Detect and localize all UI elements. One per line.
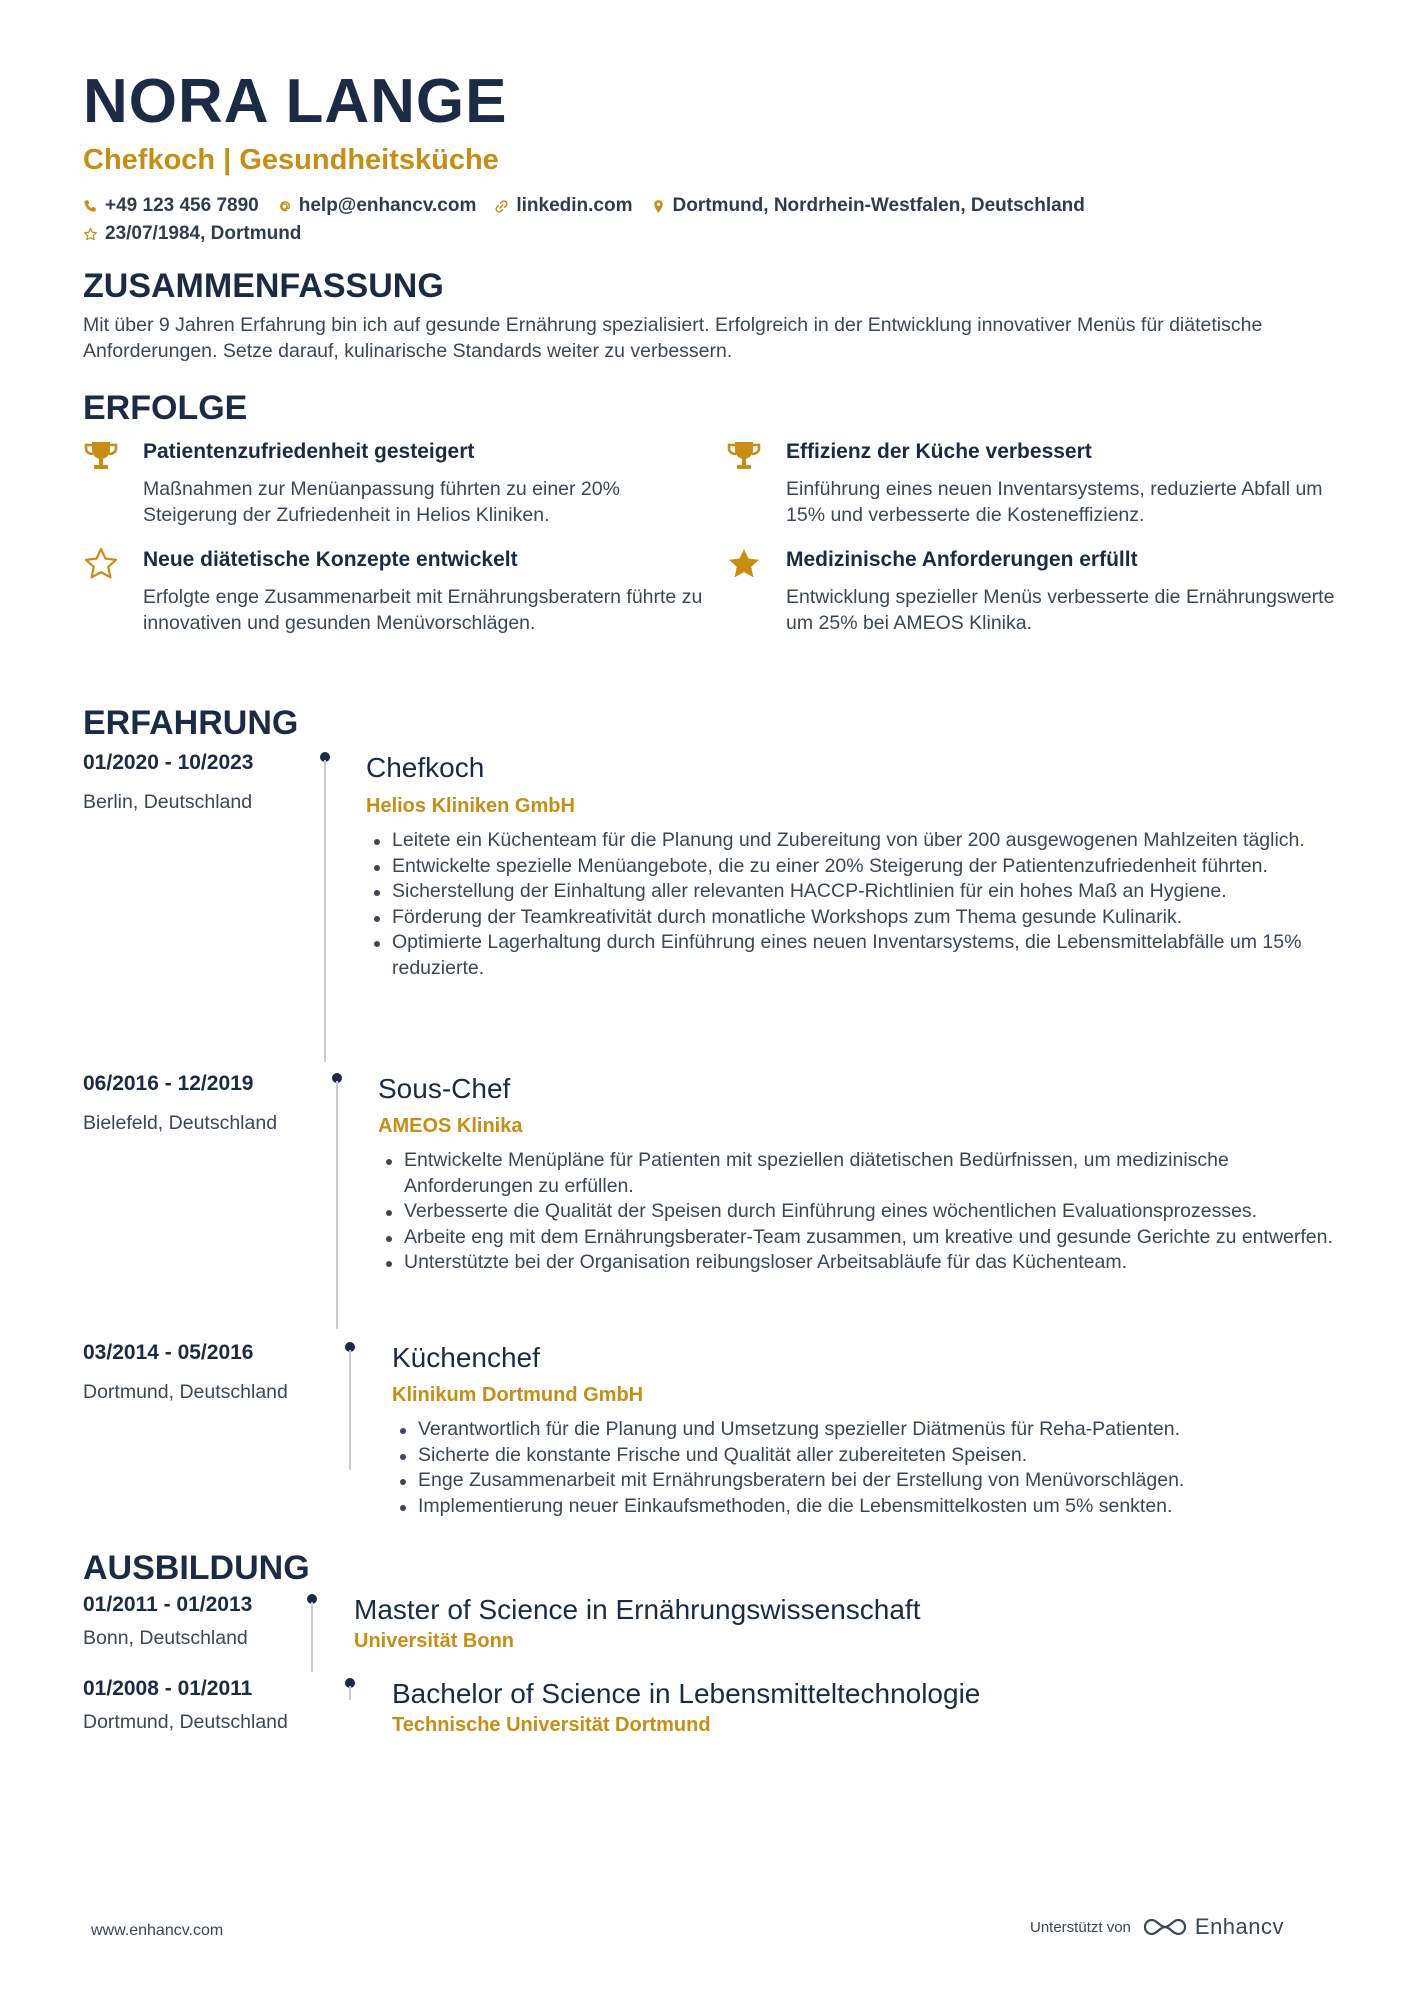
- contact-birth: [83, 220, 301, 248]
- entry-date: 01/2011 - 01/2013: [83, 1593, 253, 1616]
- entry-bullets: [378, 1148, 1338, 1276]
- timeline-line: [311, 1602, 313, 1672]
- entry-company: Klinikum Dortmund GmbH: [392, 1384, 644, 1406]
- achievement-title: Neue diätetische Konzepte entwickelt: [143, 548, 518, 571]
- bullet-item: Sicherstellung der Einhaltung aller relevanten HACCP-Richtlinien für ein hohes Maß an Hygiene.: [366, 879, 1316, 905]
- summary-heading: ZUSAMMENFASSUNG: [83, 267, 444, 305]
- entry-location: Dortmund, Deutschland: [83, 1381, 288, 1403]
- powered-by-text: Unterstützt von: [1030, 1918, 1131, 1936]
- entry-location: Dortmund, Deutschland: [83, 1711, 288, 1733]
- entry-degree: Master of Science in Ernährungswissenschaft: [354, 1594, 921, 1625]
- entry-company: Helios Kliniken GmbH: [366, 795, 575, 817]
- bullet-item: Verantwortlich für die Planung und Umsetzung spezieller Diätmenüs für Reha-Patienten.: [392, 1417, 1332, 1443]
- star-filled-icon: [726, 546, 762, 582]
- entry-school: Technische Universität Dortmund: [392, 1714, 711, 1736]
- contact-linkedin[interactable]: [494, 192, 632, 220]
- star-icon: [83, 227, 98, 242]
- phone-icon: [83, 199, 98, 214]
- summary-section: [83, 266, 1333, 364]
- candidate-name: NORA LANGE: [83, 67, 508, 136]
- entry-degree: Bachelor of Science in Lebensmitteltechnologie: [392, 1678, 981, 1709]
- bullet-item: Optimierte Lagerhaltung durch Einführung eines neuen Inventarsystems, die Lebensmittelabfälle um 15% reduzierte.: [366, 930, 1316, 981]
- bullet-item: Sicherte die konstante Frische und Qualität aller zubereiteten Speisen.: [392, 1443, 1332, 1469]
- bullet-item: Entwickelte Menüpläne für Patienten mit speziellen diätetischen Bedürfnissen, um medizinische Anforderungen zu erfüllen.: [378, 1148, 1338, 1199]
- footer-branding: [1030, 1914, 1284, 1940]
- bullet-item: Unterstützte bei der Organisation reibungsloser Arbeitsabläufe für das Küchenteam.: [378, 1250, 1338, 1276]
- star-outline-icon: [83, 546, 119, 582]
- summary-text: Mit über 9 Jahren Erfahrung bin ich auf gesunde Ernährung spezialisiert. Erfolgreich in der Entwicklung innovativer Menüs für diätetische Anforderungen. Setze darauf, kulinarische Standards weiter zu verbessern.: [83, 314, 1263, 362]
- contact-email[interactable]: [277, 192, 477, 220]
- resume-page: [83, 66, 1333, 678]
- candidate-title: Chefkoch | Gesundheitsküche: [83, 144, 499, 176]
- contact-phone: [83, 192, 259, 220]
- achievement-desc: Maßnahmen zur Menüanpassung führten zu einer 20% Steigerung der Zufriedenheit in Helios Kliniken.: [143, 478, 620, 526]
- achievement-desc: Erfolgte enge Zusammenarbeit mit Ernährungsberatern führte zu innovativen und gesunden Menüvorschlägen.: [143, 586, 703, 634]
- contact-info: [83, 192, 1333, 248]
- entry-bullets: [392, 1417, 1332, 1519]
- entry-role: Chefkoch: [366, 752, 485, 783]
- experience-heading: ERFAHRUNG: [83, 704, 299, 742]
- at-icon: [277, 199, 292, 214]
- bullet-item: Implementierung neuer Einkaufsmethoden, die die Lebensmittelkosten um 5% senkten.: [392, 1494, 1332, 1520]
- birth-text: 23/07/1984, Dortmund: [105, 223, 302, 244]
- email-text: help@enhancv.com: [298, 195, 477, 216]
- achievement-title: Medizinische Anforderungen erfüllt: [786, 548, 1138, 571]
- bullet-item: Arbeite eng mit dem Ernährungsberater-Team zusammen, um kreative und gesunde Gerichte zu entwerfen.: [378, 1225, 1338, 1251]
- entry-role: Küchenchef: [392, 1342, 540, 1373]
- location-text: Dortmund, Nordrhein-Westfalen, Deutschland: [672, 195, 1085, 216]
- timeline-line: [349, 1686, 351, 1700]
- timeline-line: [336, 1081, 338, 1329]
- entry-date: 06/2016 - 12/2019: [83, 1072, 254, 1095]
- entry-location: Bielefeld, Deutschland: [83, 1112, 278, 1134]
- trophy-icon: [726, 438, 762, 474]
- timeline-line: [324, 760, 326, 1062]
- achievements-grid: [83, 438, 1333, 678]
- bullet-item: Förderung der Teamkreativität durch monatliche Workshops zum Thema gesunde Kulinarik.: [366, 905, 1316, 931]
- bullet-item: Entwickelte spezielle Menüangebote, die zu einer 20% Steigerung der Patientenzufriedenheit führten.: [366, 854, 1316, 880]
- entry-date: 01/2020 - 10/2023: [83, 751, 254, 774]
- trophy-icon: [83, 438, 119, 474]
- bullet-item: Leitete ein Küchenteam für die Planung und Zubereitung von über 200 ausgewogenen Mahlzeiten täglich.: [366, 828, 1316, 854]
- achievement-desc: Entwicklung spezieller Menüs verbesserte die Ernährungswerte um 25% bei AMEOS Klinika.: [786, 586, 1335, 634]
- achievement-desc: Einführung eines neuen Inventarsystems, reduzierte Abfall um 15% und verbesserte die Kosteneffizienz.: [786, 478, 1323, 526]
- achievements-heading: ERFOLGE: [83, 389, 248, 427]
- achievement-title: Effizienz der Küche verbessert: [786, 440, 1092, 463]
- education-heading: AUSBILDUNG: [83, 1549, 310, 1587]
- brand-name: Enhancv: [1194, 1914, 1285, 1939]
- entry-location: Berlin, Deutschland: [83, 791, 253, 813]
- bullet-item: Enge Zusammenarbeit mit Ernährungsberatern bei der Erstellung von Menüvorschlägen.: [392, 1468, 1332, 1494]
- phone-text: +49 123 456 7890: [105, 195, 259, 216]
- entry-bullets: [366, 828, 1316, 981]
- achievement-title: Patientenzufriedenheit gesteigert: [143, 440, 475, 463]
- contact-location: [651, 192, 1085, 220]
- entry-role: Sous-Chef: [378, 1073, 511, 1104]
- linkedin-text: linkedin.com: [516, 195, 633, 216]
- entry-date: 03/2014 - 05/2016: [83, 1341, 254, 1364]
- achievements-section: [83, 388, 1333, 678]
- link-icon: [494, 199, 509, 214]
- entry-date: 01/2008 - 01/2011: [83, 1677, 253, 1700]
- footer-website[interactable]: www.enhancv.com: [91, 1922, 224, 1939]
- timeline-line: [349, 1350, 351, 1470]
- bullet-item: Verbesserte die Qualität der Speisen durch Einführung eines wöchentlichen Evaluationsprozesses.: [378, 1199, 1338, 1225]
- location-pin-icon: [651, 199, 666, 214]
- entry-location: Bonn, Deutschland: [83, 1627, 248, 1649]
- entry-company: AMEOS Klinika: [378, 1115, 523, 1137]
- enhancv-logo-icon: [1141, 1915, 1189, 1939]
- entry-school: Universität Bonn: [354, 1630, 515, 1652]
